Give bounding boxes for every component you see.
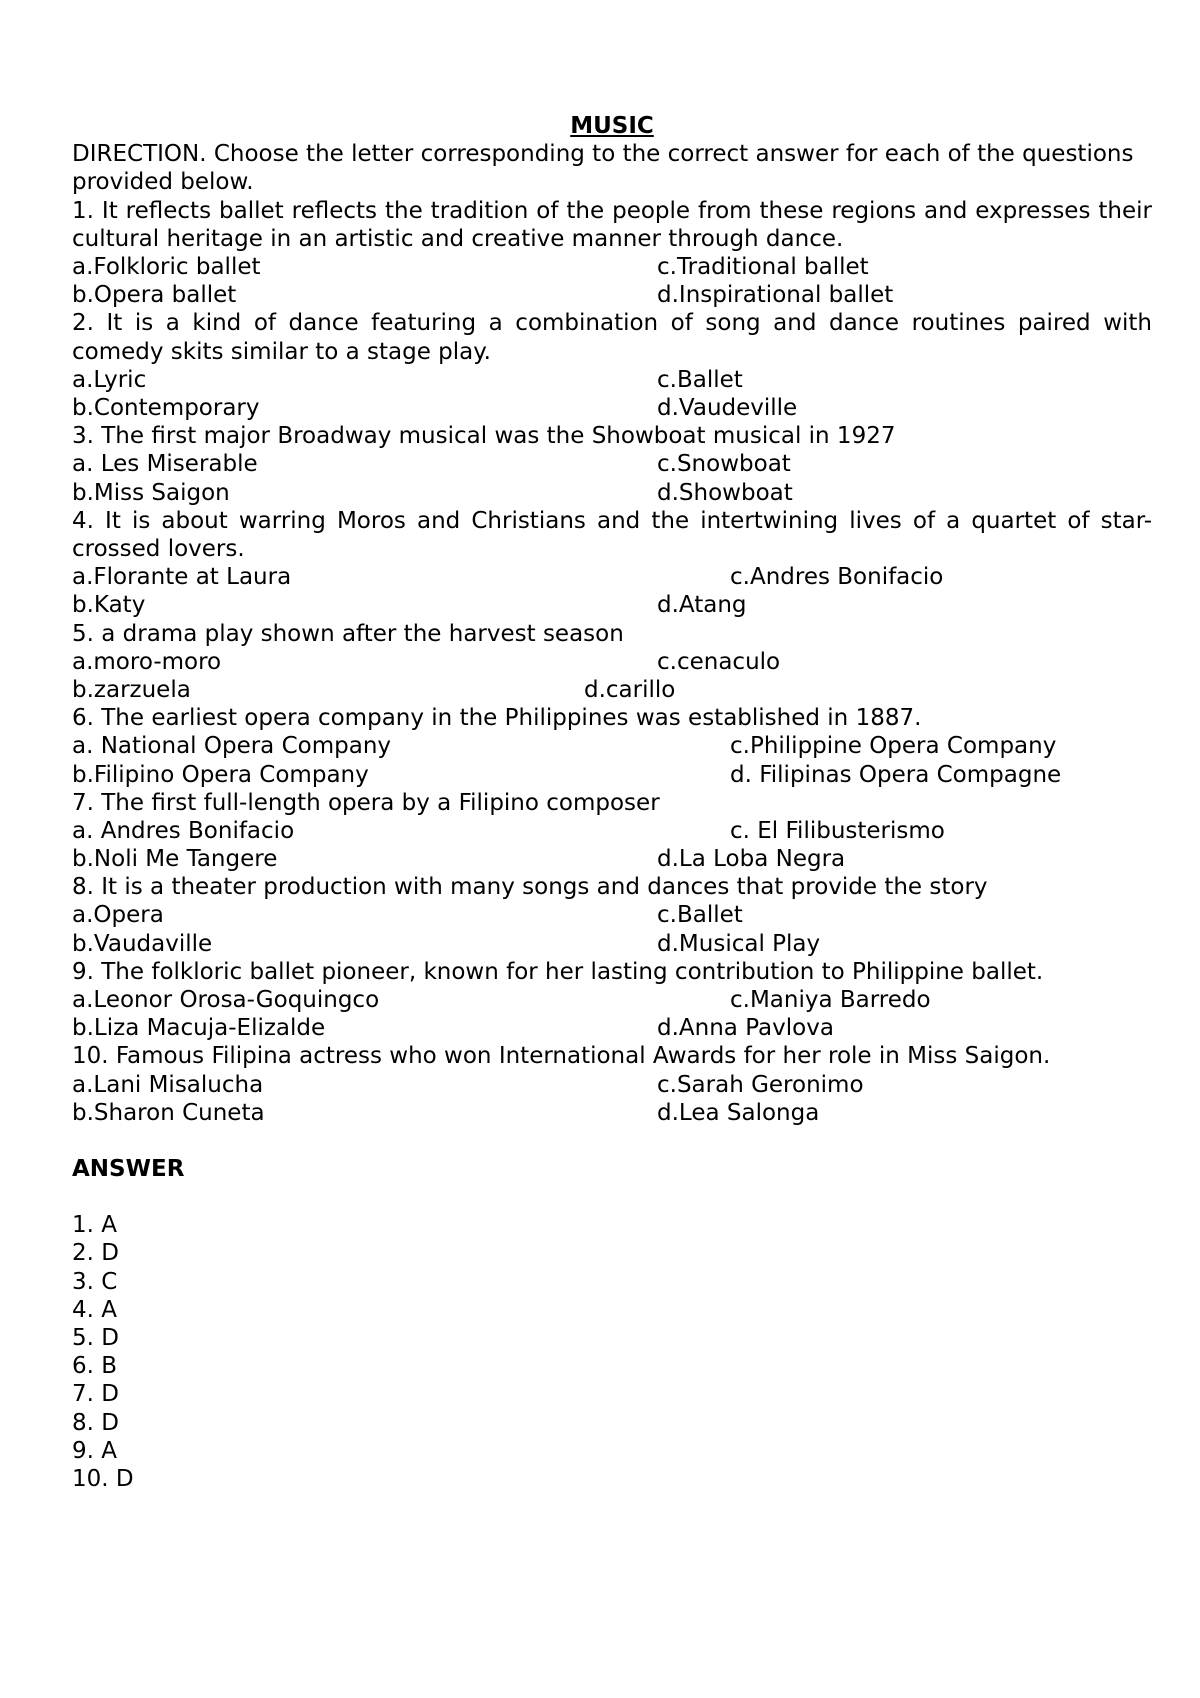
- answer-item: 7. D: [72, 1381, 119, 1408]
- choices-row: [72, 1071, 1152, 1099]
- choice-c: c.Ballet: [657, 366, 743, 393]
- question-9: 9. The folkloric ballet pioneer, known for her lasting contribution to Philippine ballet.: [72, 958, 1044, 985]
- choices-row: [72, 648, 1152, 676]
- page-title: MUSIC: [570, 113, 654, 139]
- question-4: 4. It is about warring Moros and Christians and the intertwining lives of a quartet of star-crossed lovers.: [72, 507, 1152, 562]
- choice-a: a.Opera: [72, 902, 164, 929]
- choices-row: [72, 986, 1152, 1014]
- choice-b: b.Opera ballet: [72, 282, 237, 309]
- answer-heading: ANSWER: [72, 1156, 185, 1182]
- choice-c: c.Snowboat: [657, 451, 791, 478]
- choice-b: b.Filipino Opera Company: [72, 761, 369, 788]
- question-2: 2. It is a kind of dance featuring a combination of song and dance routines paired with comedy skits similar to a stage play.: [72, 310, 1152, 365]
- answer-list: [72, 1211, 1152, 1493]
- choice-d: d.Vaudeville: [657, 394, 798, 421]
- question-7: 7. The first full-length opera by a Filipino composer: [72, 789, 660, 816]
- answer-item: 10. D: [72, 1466, 134, 1493]
- choice-c: c.Sarah Geronimo: [657, 1071, 864, 1098]
- choice-c: c.Andres Bonifacio: [730, 564, 944, 591]
- choice-b: b.Liza Macuja-Elizalde: [72, 1015, 326, 1042]
- choices-row: [72, 394, 1152, 422]
- choice-b: b.zarzuela: [72, 676, 191, 703]
- choices-row: [72, 281, 1152, 309]
- choices-row: [72, 479, 1152, 507]
- direction-text: DIRECTION. Choose the letter corresponding to the correct answer for each of the questions provided below.: [72, 141, 1134, 196]
- choice-d: d.Musical Play: [657, 930, 821, 957]
- answer-item: 1. A: [72, 1212, 117, 1239]
- choice-d: d.Lea Salonga: [657, 1099, 820, 1126]
- choices-row: [72, 901, 1152, 929]
- question-10: 10. Famous Filipina actress who won International Awards for her role in Miss Saigon.: [72, 1043, 1051, 1070]
- choices-row: [72, 732, 1152, 760]
- choice-a: a.moro-moro: [72, 648, 222, 675]
- choice-b: b.Noli Me Tangere: [72, 846, 278, 873]
- choices-row: [72, 817, 1152, 845]
- answer-item: 4. A: [72, 1296, 117, 1323]
- choice-a: a.Folkloric ballet: [72, 254, 261, 281]
- choice-c: c.Maniya Barredo: [730, 987, 931, 1014]
- choices-row: [72, 930, 1152, 958]
- choice-c: c.Philippine Opera Company: [730, 733, 1057, 760]
- choice-a: a.Leonor Orosa-Goquingco: [72, 987, 380, 1014]
- choice-b: b.Vaudaville: [72, 930, 213, 957]
- question-8: 8. It is a theater production with many songs and dances that provide the story: [72, 874, 988, 901]
- choice-a: a. National Opera Company: [72, 733, 392, 760]
- question-5: 5. a drama play shown after the harvest season: [72, 620, 624, 647]
- choice-c: c.Traditional ballet: [657, 254, 869, 281]
- choice-a: a. Les Miserable: [72, 451, 258, 478]
- choices-row: [72, 845, 1152, 873]
- answer-item: 6. B: [72, 1353, 118, 1380]
- choices-row: [72, 761, 1152, 789]
- answer-item: 3. C: [72, 1268, 118, 1295]
- choices-row: [72, 563, 1152, 591]
- choice-c: c. El Filibusterismo: [730, 817, 945, 844]
- choice-b: b.Miss Saigon: [72, 479, 230, 506]
- choice-c: c.cenaculo: [657, 648, 781, 675]
- choice-c: c.Ballet: [657, 902, 743, 929]
- choice-d: d. Filipinas Opera Compagne: [730, 761, 1062, 788]
- choice-d: d.Inspirational ballet: [657, 282, 894, 309]
- choice-d: d.Atang: [657, 592, 747, 619]
- choices-row: [72, 450, 1152, 478]
- question-1: 1. It reflects ballet reflects the tradition of the people from these regions and expresses their cultural heritage in an artistic and creative manner through dance.: [72, 197, 1152, 252]
- choice-d: d.Showboat: [657, 479, 793, 506]
- answer-item: 9. A: [72, 1437, 117, 1464]
- choices-row: [72, 1099, 1152, 1127]
- document-content: [72, 112, 1152, 1493]
- choices-row: [72, 676, 1152, 704]
- choice-d: d.La Loba Negra: [657, 846, 846, 873]
- question-3: 3. The first major Broadway musical was the Showboat musical in 1927: [72, 423, 896, 450]
- question-6: 6. The earliest opera company in the Philippines was established in 1887.: [72, 705, 922, 732]
- choice-a: a.Lyric: [72, 366, 147, 393]
- choice-a: a.Florante at Laura: [72, 564, 292, 591]
- answer-item: 2. D: [72, 1240, 119, 1267]
- choice-a: a. Andres Bonifacio: [72, 817, 295, 844]
- choice-b: b.Contemporary: [72, 394, 260, 421]
- choice-d: d.Anna Pavlova: [657, 1015, 834, 1042]
- choice-d: d.carillo: [584, 676, 676, 703]
- choice-a: a.Lani Misalucha: [72, 1071, 264, 1098]
- answer-item: 5. D: [72, 1325, 119, 1352]
- choices-row: [72, 253, 1152, 281]
- choices-row: [72, 591, 1152, 619]
- choice-b: b.Katy: [72, 592, 146, 619]
- answer-item: 8. D: [72, 1409, 119, 1436]
- choices-row: [72, 366, 1152, 394]
- choices-row: [72, 1014, 1152, 1042]
- choice-b: b.Sharon Cuneta: [72, 1099, 265, 1126]
